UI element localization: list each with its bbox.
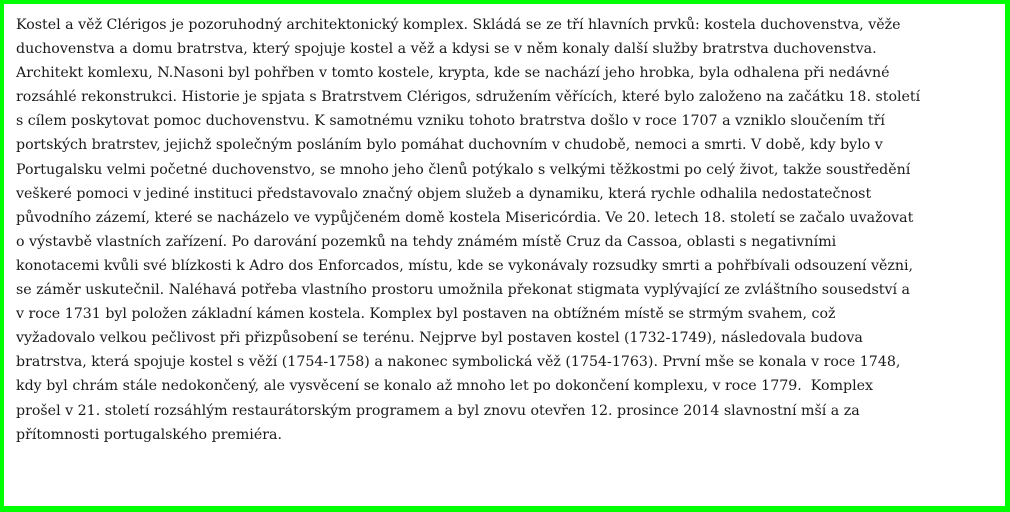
text-line: v roce 1731 byl položen základní kámen kostela. Komplex byl postaven na obtížném místě se strmým svahem, což: [16, 306, 836, 323]
text-line: bratrstva, která spojuje kostel s věží (1754-1758) a nakonec symbolická věž (1754-1763). První mše se konala v roce 1748,: [16, 354, 901, 371]
document-text: [16, 13, 1006, 447]
text-line: veškeré pomoci v jediné instituci představovalo značný objem služeb a dynamiku, která rychle odhalila nedostatečnost: [16, 185, 872, 202]
text-line: portských bratrstev, jejichž společným posláním bylo pomáhat duchovním v chudobě, nemoci a smrti. V době, kdy bylo v: [16, 137, 883, 154]
text-line: přítomnosti portugalského premiéra.: [16, 426, 282, 443]
text-line: Architekt komlexu, N.Nasoni byl pohřben v tomto kostele, krypta, kde se nachází jeho hrobka, byla odhalena při nedávné: [16, 65, 890, 82]
text-line: rozsáhlé rekonstrukci. Historie je spjata s Bratrstvem Clérigos, sdružením věřících, které bylo založeno na začátku 18. století: [16, 89, 921, 106]
text-line: se záměr uskutečnil. Naléhavá potřeba vlastního prostoru umožnila překonat stigmata vyplývající ze zvláštního sousedství a: [16, 282, 911, 299]
text-line: o výstavbě vlastních zařízení. Po darování pozemků na tehdy známém místě Cruz da Cassoa, oblasti s negativními: [16, 233, 837, 250]
text-line: vyžadovalo velkou pečlivost při přizpůsobení se terénu. Nejprve byl postaven kostel (1732-1749), následovala budova: [16, 330, 863, 347]
text-line: s cílem poskytovat pomoc duchovenstvu. K samotnému vzniku tohoto bratrstva došlo v roce 1707 a vzniklo sloučením tří: [16, 113, 885, 130]
text-line: původního zázemí, které se nacházelo ve vypůjčeném domě kostela Misericórdia. Ve 20. letech 18. století se začalo uvažovat: [16, 209, 914, 226]
text-line: Portugalsku velmi početné duchovenstvo, se mnoho jeho členů potýkalo s velkými těžkostmi po celý život, takže soustředění: [16, 161, 911, 178]
text-line: konotacemi kvůli své blízkosti k Adro dos Enforcados, místu, kde se vykonávaly rozsudky smrti a pohřbívali odsouzení vězni,: [16, 257, 914, 274]
text-line: duchovenstva a domu bratrstva, který spojuje kostel a věž a kdysi se v něm konaly další služby bratrstva duchovenstva.: [16, 41, 877, 58]
text-line: Kostel a věž Clérigos je pozoruhodný architektonický komplex. Skládá se ze tří hlavních prvků: kostela duchovenstva, věže: [16, 17, 901, 33]
text-line: kdy byl chrám stále nedokončený, ale vysvěcení se konalo až mnoho let po dokončení komplexu, v roce 1779. Komplex: [16, 378, 874, 395]
text-line: prošel v 21. století rozsáhlým restaurátorským programem a byl znovu otevřen 12. prosince 2014 slavnostní mší a za: [16, 402, 860, 419]
